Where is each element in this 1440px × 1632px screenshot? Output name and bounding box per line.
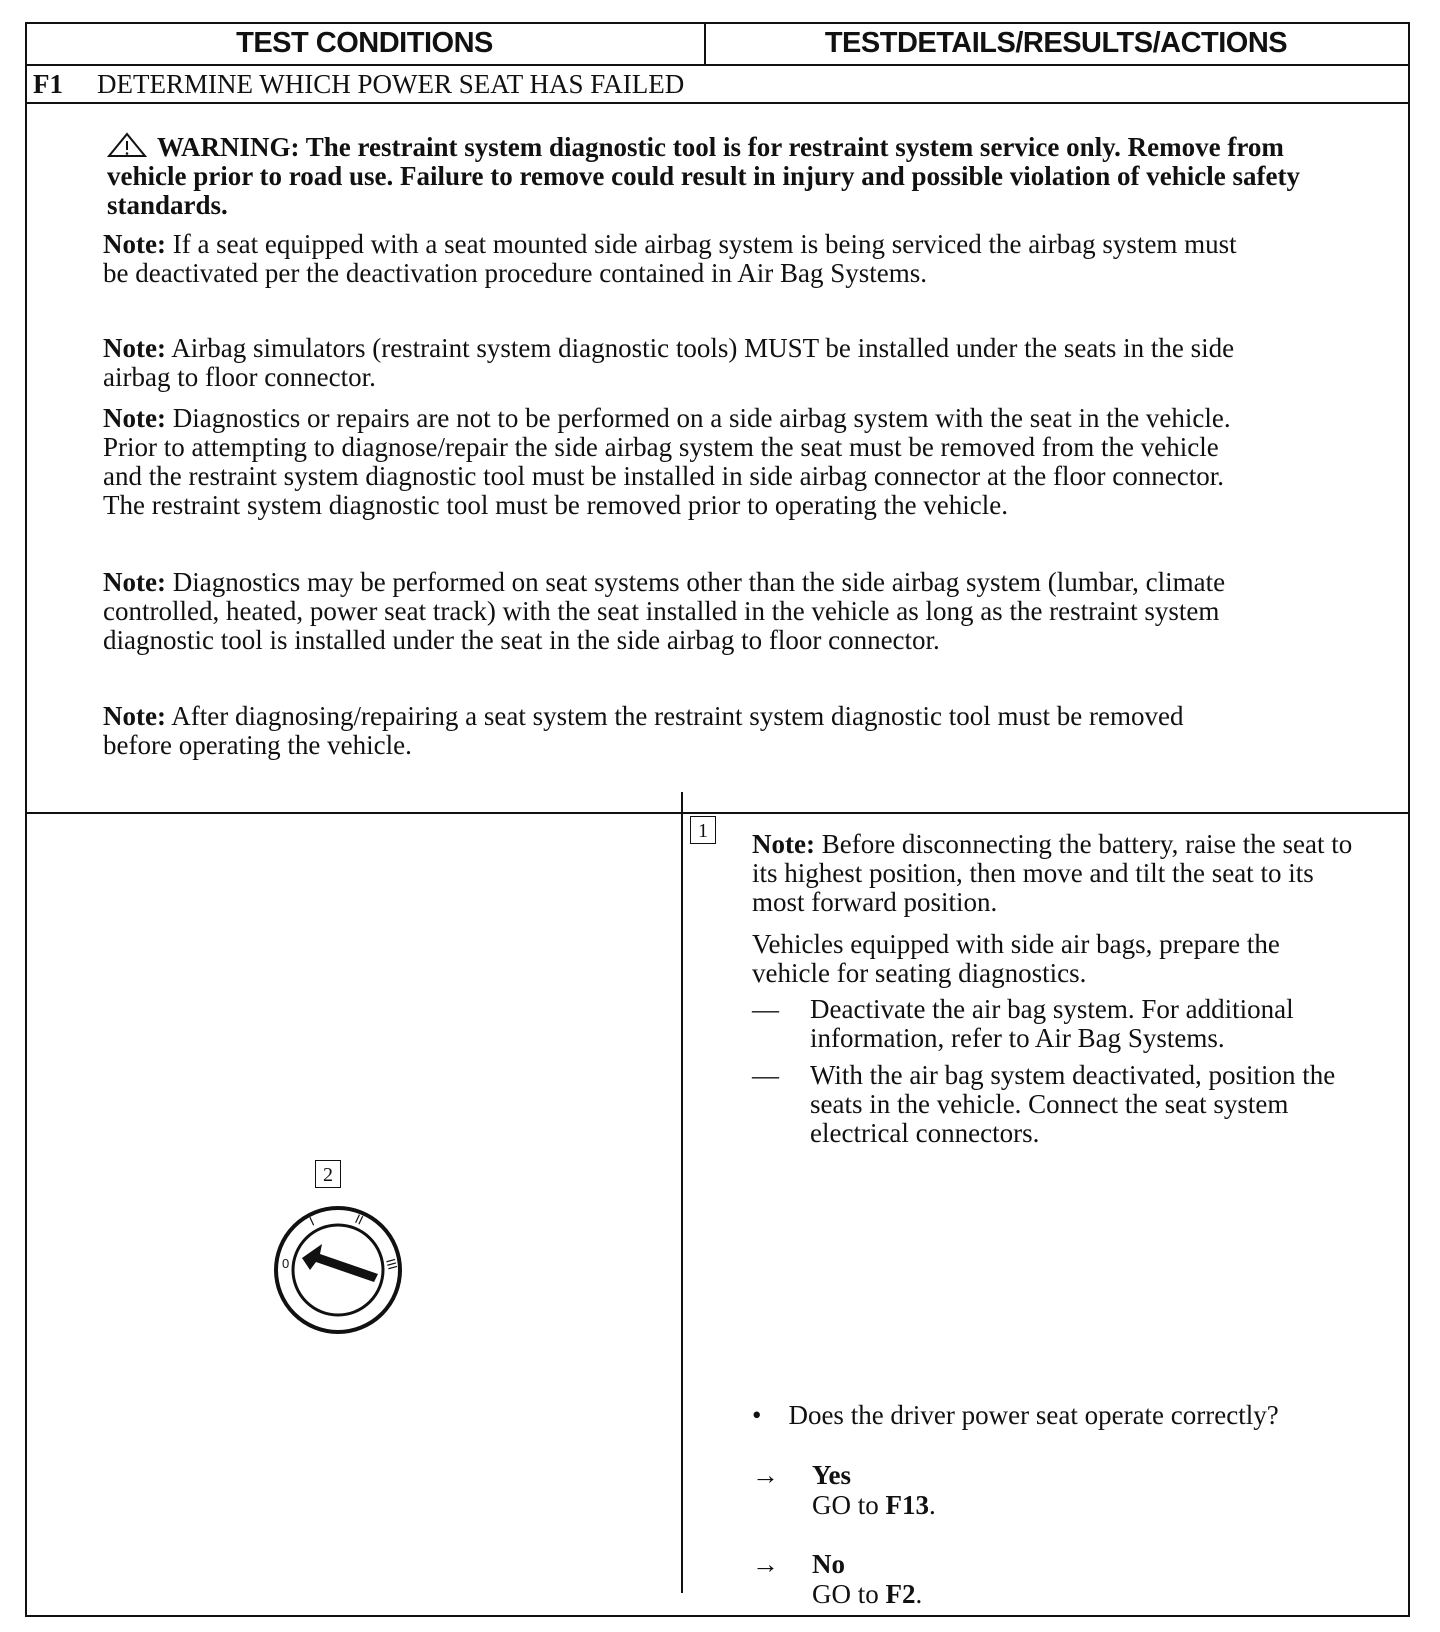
details-prep-text: Vehicles equipped with side air bags, prepare the vehicle for seating diagnostics. [752,929,1280,988]
header-test-details: TESTDETAILS/RESULTS/ACTIONS [824,27,1288,59]
details-note-text: Before disconnecting the battery, raise the seat to its highest position, then move and tilt the seat to its most forward position. [752,829,1353,917]
note-text: After diagnosing/repairing a seat system the restraint system diagnostic tool must be removed before operating the vehicle. [103,701,1184,760]
list-item-text: Deactivate the air bag system. For additional information, refer to Air Bag Systems. [810,994,1294,1053]
answer-label: No [812,1549,845,1579]
note-2 [103,334,1253,392]
dial-pos-1: I [306,1213,317,1229]
dash-marker: — [752,994,779,1024]
answer-label: Yes [812,1460,851,1490]
note-label: Note: [103,333,166,363]
bullet-icon: • [752,1400,762,1430]
action-target: F2 [885,1579,916,1609]
action-prefix: GO to [812,1490,886,1520]
column-divider [681,792,683,1593]
warning-text: WARNING: The restraint system diagnostic tool is for restraint system service only. Remove from vehicle prior to road use. Failure to remove could result in injury and possible violation of vehicle safety standards. [107,132,1300,220]
note-4 [103,568,1253,655]
notes-section [25,104,1410,814]
note-text: Airbag simulators (restraint system diagnostic tools) MUST be installed under the seats in the side airbag to floor connector. [103,333,1235,392]
note-label: Note: [103,701,166,731]
action-prefix: GO to [812,1579,886,1609]
header-test-conditions: TEST CONDITIONS [25,22,706,64]
action-suffix: . [929,1490,936,1520]
details-step-box [690,816,716,844]
warning-block [107,132,1327,220]
arrow-right-icon: → [752,1549,779,1579]
dial-pos-0: 0 [282,1256,290,1271]
note-3 [103,404,1253,520]
details-step-number: 1 [690,816,716,844]
question-row [752,1401,1279,1430]
action-target: F13 [885,1490,929,1520]
list-item-text: With the air bag system deactivated, position the seats in the vehicle. Connect the seat system electrical connectors. [810,1060,1336,1148]
ignition-switch-icon [268,1200,408,1340]
answer-action [812,1491,936,1520]
details-note [752,830,1362,917]
dash-marker: — [752,1060,779,1090]
note-label: Note: [103,403,166,433]
dial-pos-2: II [352,1211,366,1228]
step-id: F1 [33,69,63,99]
question-text: Does the driver power seat operate correctly? [788,1400,1279,1430]
details-note-label: Note: [752,829,815,859]
note-5 [103,702,1253,760]
note-text: Diagnostics or repairs are not to be performed on a side airbag system with the seat in the vehicle. Prior to attempting to diagnose/repair the side airbag system the seat must be removed from the vehicle and the restraint system diagnostic tool must be installed in side airbag connector at the floor connector. The restraint system diagnostic tool must be removed prior to operating the vehicle. [103,403,1231,520]
arrow-right-icon: → [752,1460,779,1490]
warning-triangle-icon [107,132,147,158]
note-label: Note: [103,229,166,259]
note-1 [103,230,1253,288]
dial-pos-3: III [383,1256,401,1272]
note-text: If a seat equipped with a seat mounted side airbag system is being serviced the airbag system must be deactivated per the deactivation procedure contained in Air Bag Systems. [103,229,1237,288]
figure-step-box [315,1160,341,1188]
note-label: Note: [103,567,166,597]
answer-action [812,1580,922,1609]
action-suffix: . [915,1579,923,1609]
step-row [25,66,1410,104]
step-title: DETERMINE WHICH POWER SEAT HAS FAILED [97,69,685,99]
table-header [25,22,1410,66]
figure-step-number: 2 [315,1160,341,1188]
note-text: Diagnostics may be performed on seat systems other than the side airbag system (lumbar, climate controlled, heated, power seat track) with the seat installed in the vehicle as long as the restraint system diagnostic tool is installed under the seat in the side airbag to floor connector. [103,567,1226,655]
